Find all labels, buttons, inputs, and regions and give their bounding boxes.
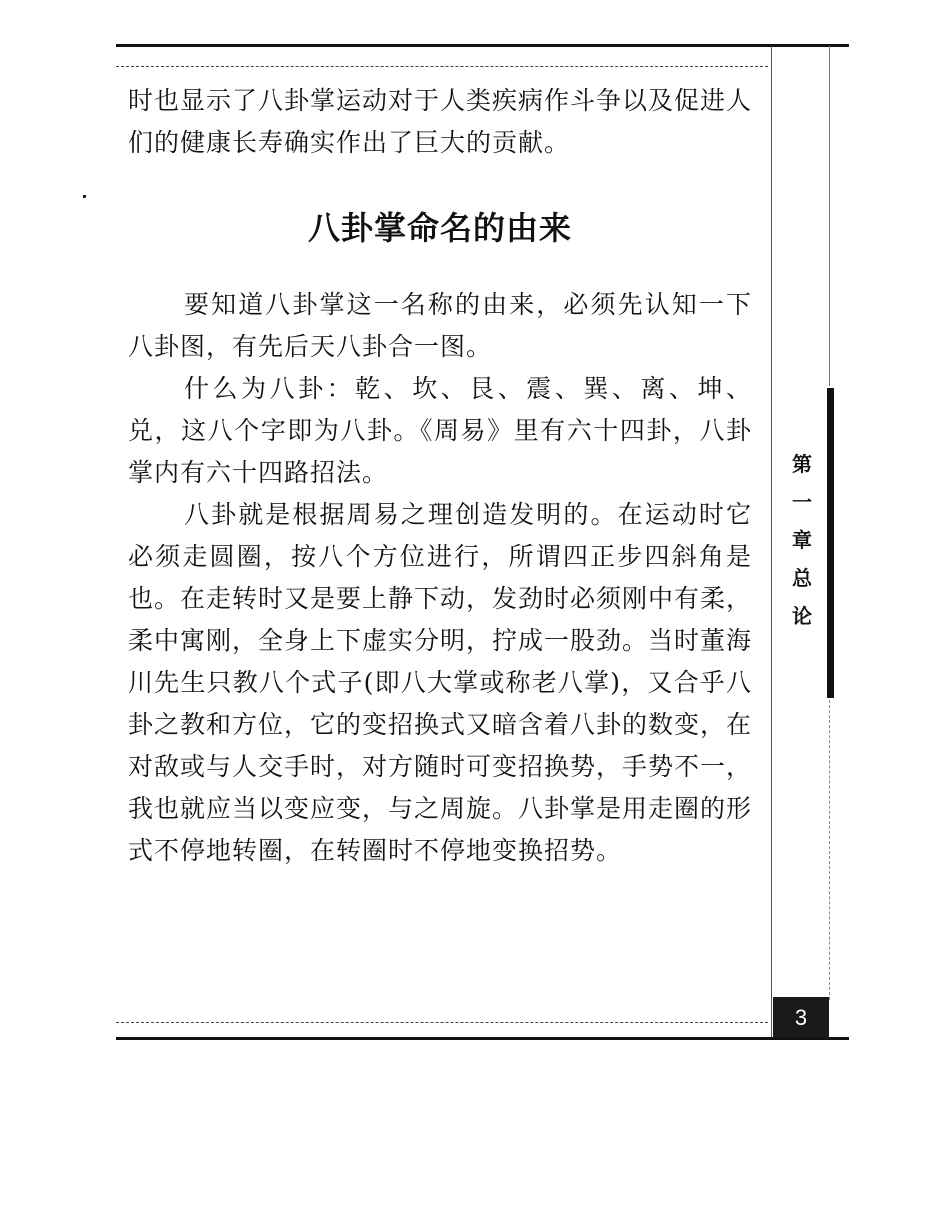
chapter-tab-bar [827,388,834,698]
scan-speck [83,195,86,198]
page-number: 3 [773,997,829,1038]
body-paragraph: 要知道八卦掌这一名称的由来，必须先认知一下八卦图，有先后天八卦合一图。 [128,290,752,361]
body-paragraph: 什么为八卦：乾、坎、艮、震、巽、离、坤、兑，这八个字即为八卦。《周易》里有六十四卦，八卦掌内有六十四路招法。 [128,374,752,487]
bottom-dashed-rule [116,1022,768,1023]
bottom-rule [116,1037,849,1040]
chapter-char: 总 [792,566,812,590]
top-dashed-rule [116,66,768,67]
top-rule [116,44,849,47]
outer-vertical-rule-lower [829,700,830,1000]
body-paragraph: 八卦就是根据周易之理创造发明的。在运动时它必须走圆圈，按八个方位进行，所谓四正步四斜角是也。在走转时又是要上静下动，发劲时必须刚中有柔，柔中寓刚，全身上下虚实分明，拧成一股劲。当时董海川先生只教八个式子(即八大掌或称老八掌)，又合乎八卦之教和方位，它的变招换式又暗含着八卦的数变，在对敌或与人交手时，对方随时可变招换势，手势不一，我也就应当以变应变，与之周旋。八卦掌是用走圈的形式不停地转圈，在转圈时不停地变换招势。 [128,500,753,865]
margin-vertical-rule [771,46,772,1040]
chapter-label [786,452,818,642]
section-title: 八卦掌命名的由来 [307,209,572,247]
page-body [128,80,752,872]
intro-paragraph: 时也显示了八卦掌运动对于人类疾病作斗争以及促进人们的健康长寿确实作出了巨大的贡献。 [128,86,753,157]
chapter-char: 一 [792,490,812,514]
outer-vertical-rule [829,46,830,386]
chapter-char: 论 [792,604,812,628]
chapter-char: 章 [792,528,812,552]
chapter-char: 第 [792,452,812,476]
